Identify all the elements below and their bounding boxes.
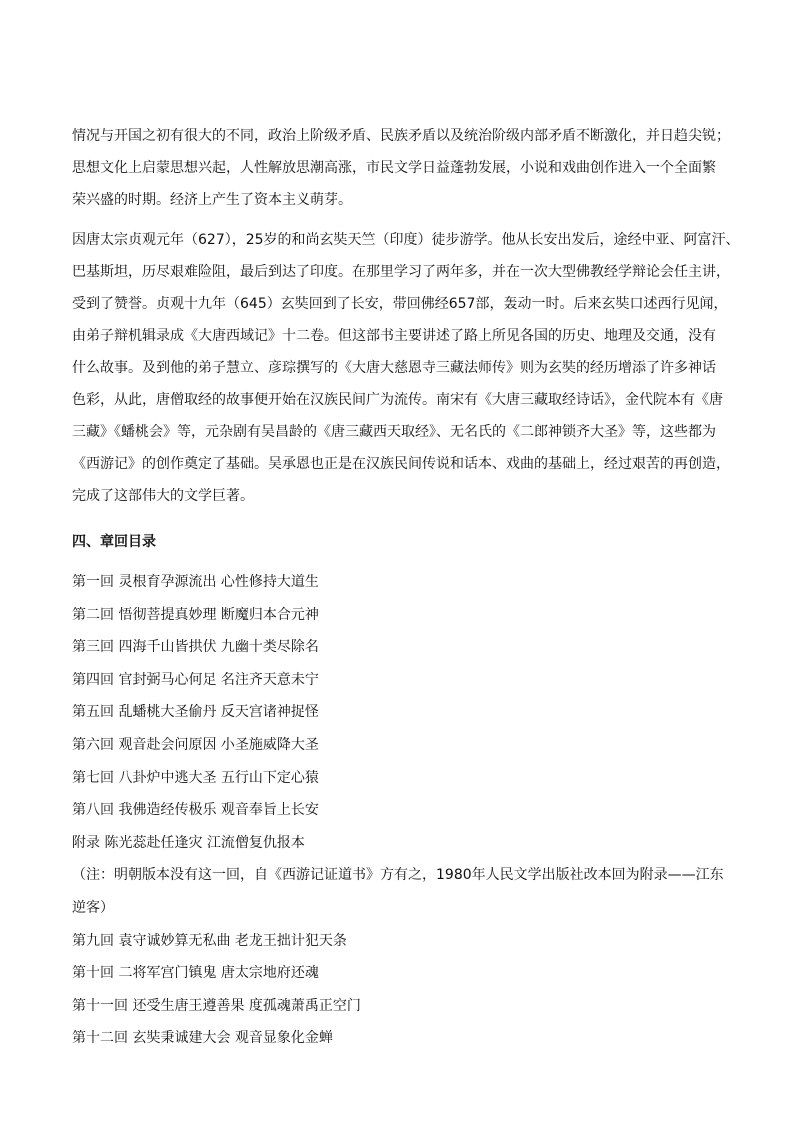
section-heading: 四、章回目录	[72, 534, 156, 550]
text-line: 荣兴盛的时期。经济上产生了资本主义萌芽。	[72, 192, 352, 208]
text-line: 巴基斯坦，历尽艰难险阻，最后到达了印度。在那里学习了两年多，并在一次大型佛教经学辩论会任主讲，	[72, 264, 730, 280]
text-line: 由弟子辩机辑录成《大唐西域记》十二卷。但这部书主要讲述了路上所见各国的历史、地理及交通，没有	[72, 328, 716, 344]
note-line: （注：明朝版本没有这一回，自《西游记证道书》方有之，1980年人民文学出版社改本回为附录——江东	[72, 867, 724, 884]
text-line: 色彩，从此，唐僧取经的故事便开始在汉族民间广为流传。南宋有《大唐三藏取经诗话》，金代院本有《唐	[72, 392, 723, 408]
chapter-list	[72, 566, 732, 1055]
text-line: 完成了这部伟大的文学巨著。	[72, 488, 254, 504]
chapter-item: 第五回 乱蟠桃大圣偷丹 反天宫诸神捉怪	[72, 704, 319, 721]
appendix-item: 附录 陈光蕊赴任逢灾 江流僧复仇报本	[72, 834, 305, 851]
chapter-item: 第十回 二将军宫门镇鬼 唐太宗地府还魂	[72, 965, 319, 982]
chapter-item: 第八回 我佛造经传极乐 观音奉旨上长安	[72, 802, 319, 819]
chapter-item: 第十一回 还受生唐王遵善果 度孤魂萧禹正空门	[72, 997, 361, 1014]
editor-note	[72, 859, 732, 924]
chapter-item: 第六回 观音赴会问原因 小圣施威降大圣	[72, 736, 319, 753]
text-line: 什么故事。及到他的弟子慧立、彦琮撰写的《大唐大慈恩寺三藏法师传》则为玄奘的经历增添了许多神话	[72, 360, 716, 376]
text-line: 情况与开国之初有很大的不同，政治上阶级矛盾、民族矛盾以及统治阶级内部矛盾不断激化，并日趋尖锐；	[72, 128, 730, 144]
origin-paragraph	[72, 224, 740, 512]
text-line: 三藏》《蟠桃会》等，元杂剧有吴昌龄的《唐三藏西天取经》、无名氏的《二郎神锁齐大圣》等，这些都为	[72, 424, 716, 440]
intro-paragraph	[72, 120, 732, 216]
chapter-item: 第二回 悟彻菩提真妙理 断魔归本合元神	[72, 606, 319, 623]
text-line: 因唐太宗贞观元年（627），25岁的和尚玄奘天竺（印度）徒步游学。他从长安出发后，途经中亚、阿富汗、	[72, 232, 740, 248]
chapter-item: 第四回 官封弼马心何足 名注齐天意未宁	[72, 671, 319, 688]
document-page	[72, 120, 740, 1055]
chapter-item: 第一回 灵根育孕源流出 心性修持大道生	[72, 574, 319, 590]
text-line: 《西游记》的创作奠定了基础。吴承恩也正是在汉族民间传说和话本、戏曲的基础上，经过艰苦的再创造，	[72, 456, 730, 472]
text-line: 受到了赞誉。贞观十九年（645）玄奘回到了长安，带回佛经657部，轰动一时。后来玄奘口述西行见闻，	[72, 296, 728, 312]
chapter-item: 第九回 袁守诚妙算无私曲 老龙王拙计犯天条	[72, 932, 347, 949]
note-line: 逆客）	[72, 899, 114, 916]
chapter-item: 第十二回 玄奘秉诚建大会 观音显象化金蝉	[72, 1030, 333, 1047]
text-line: 思想文化上启蒙思想兴起，人性解放思潮高涨，市民文学日益蓬勃发展，小说和戏曲创作进入一个全面繁	[72, 160, 716, 176]
chapter-item: 第三回 四海千山皆拱伏 九幽十类尽除名	[72, 639, 319, 656]
chapter-item: 第七回 八卦炉中逃大圣 五行山下定心猿	[72, 769, 319, 786]
